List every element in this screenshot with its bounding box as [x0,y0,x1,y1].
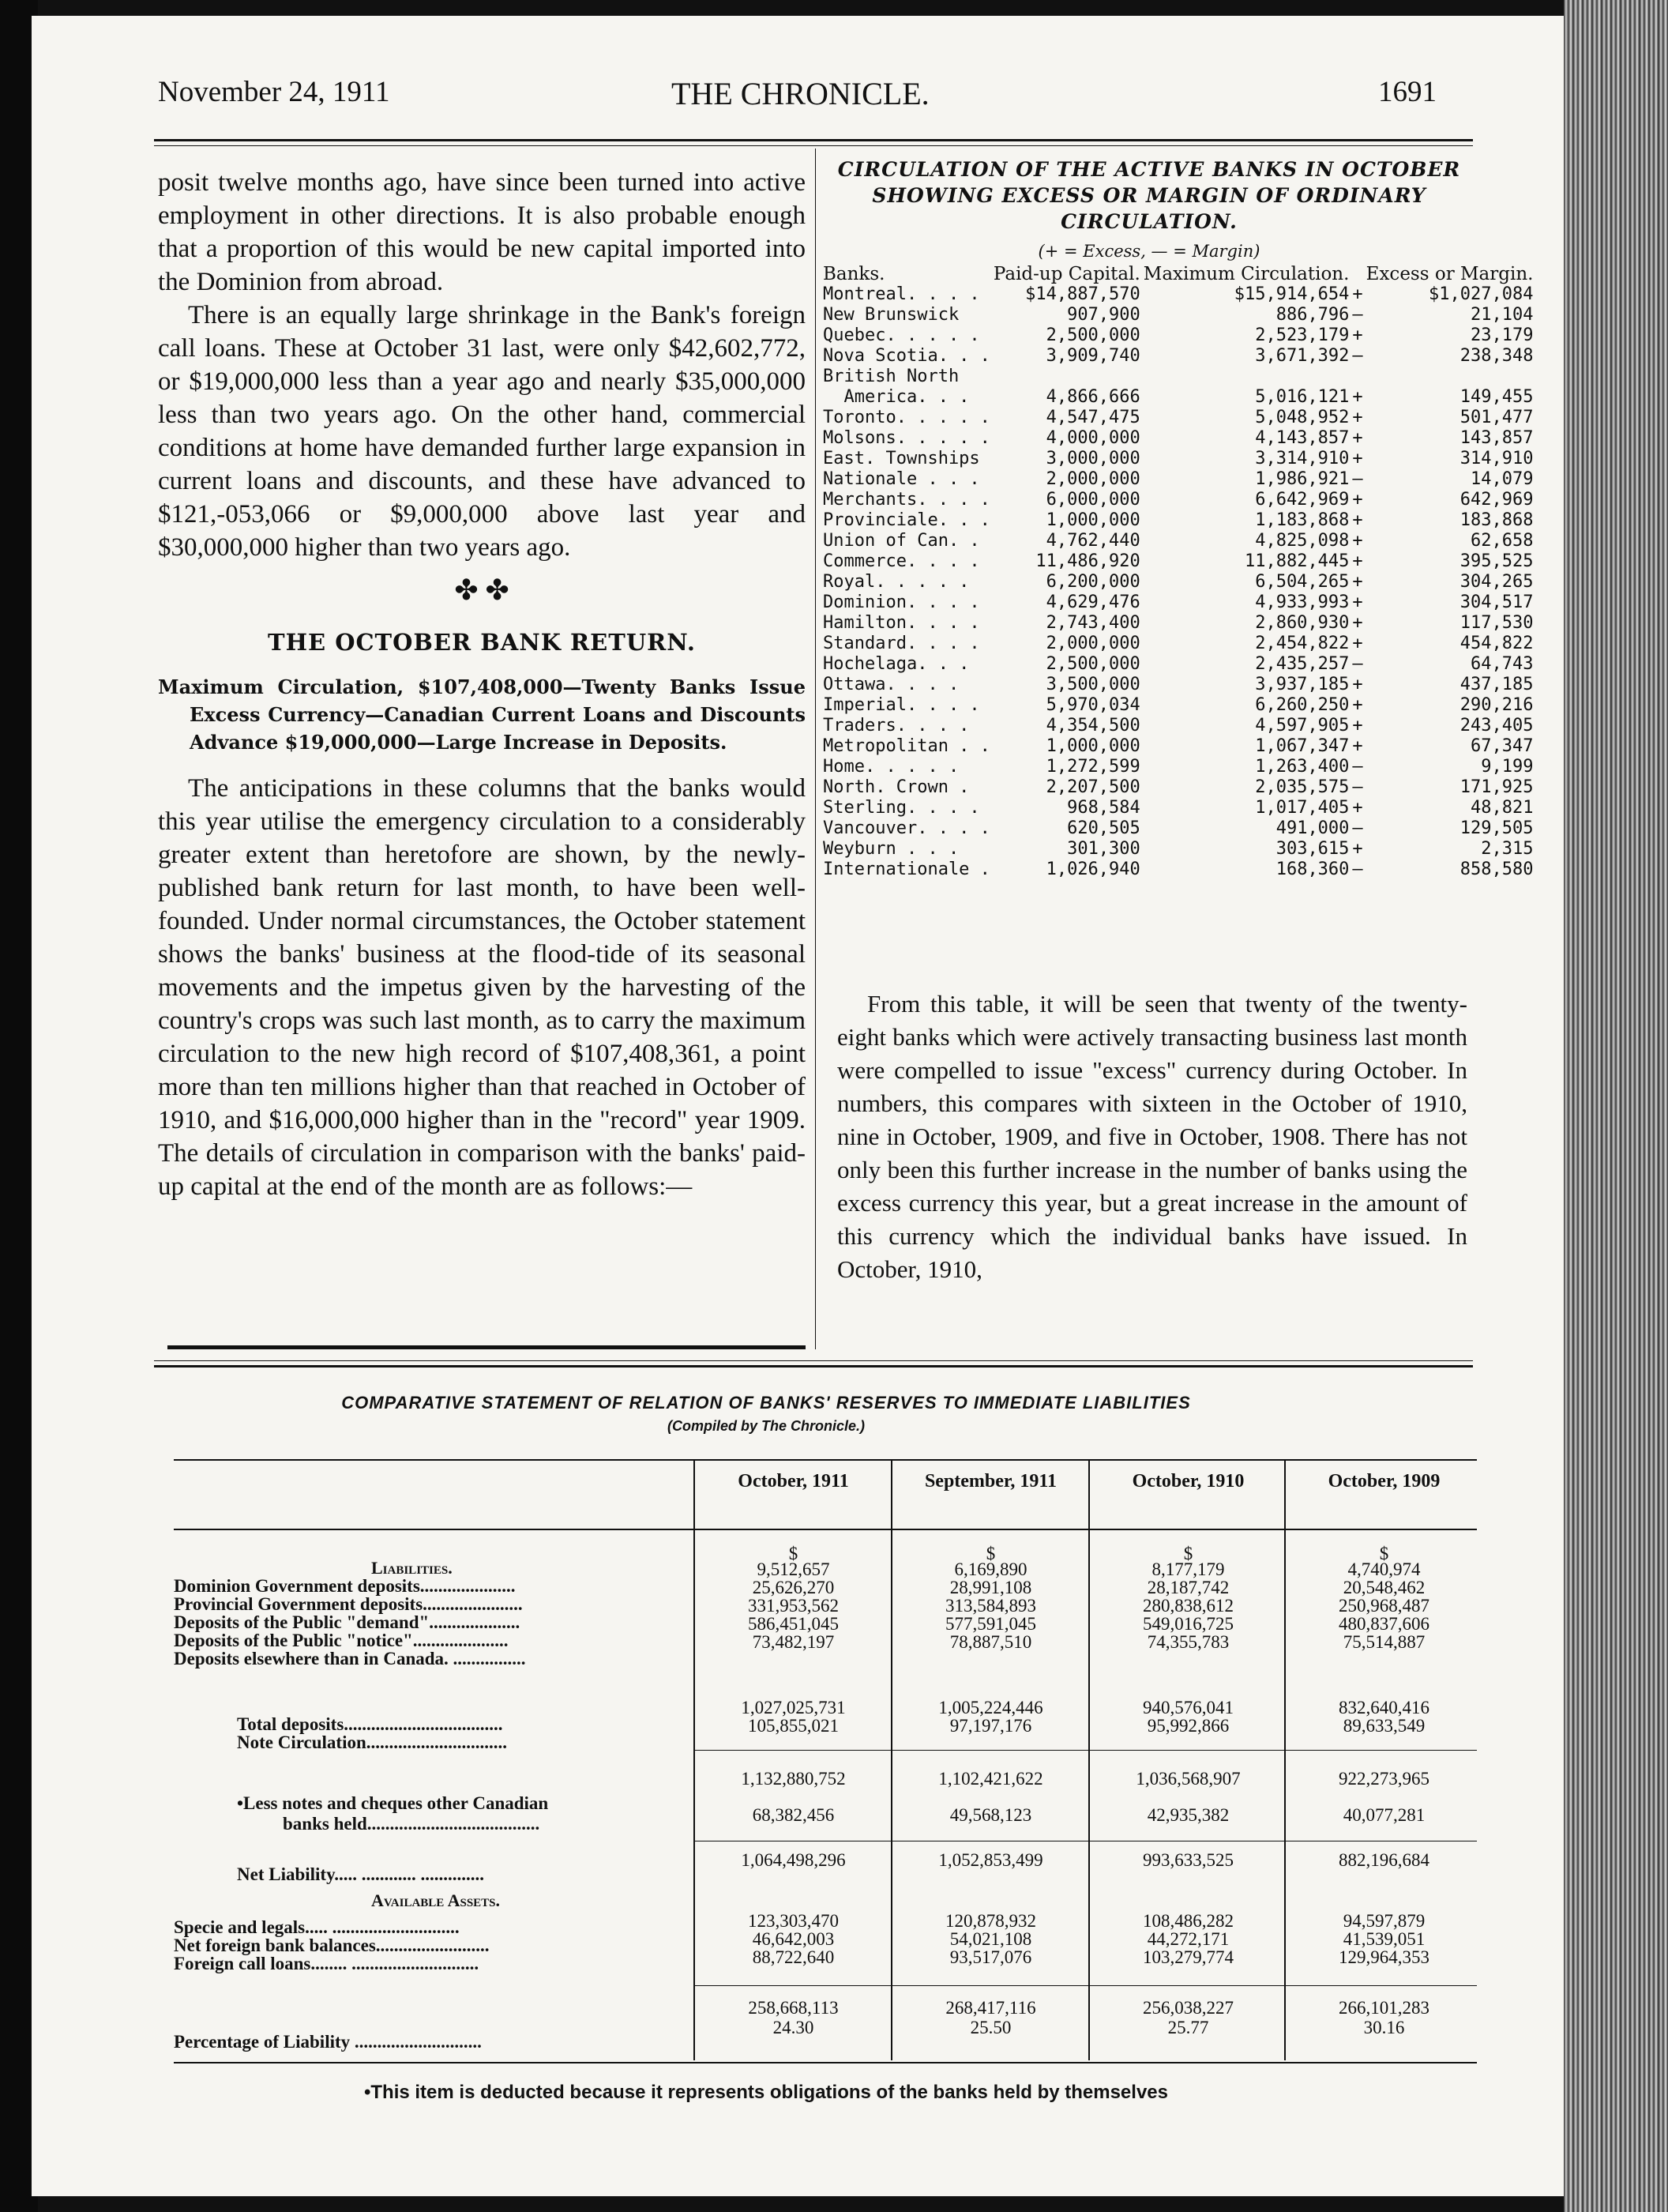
max-circulation: 303,615 [1275,839,1350,859]
paid-up-capital: 4,629,476 [1046,592,1140,612]
max-circulation: 11,882,445 [1244,551,1350,571]
excess-sign: + [1352,613,1363,633]
max-circulation: 4,143,857 [1255,428,1350,448]
max-circulation: 4,825,098 [1255,531,1350,551]
publication-title: THE CHRONICLE. [671,76,930,111]
excess-sign: + [1352,695,1363,715]
assets-heading: Available Assets. [371,1890,501,1910]
liability-value: 25,626,270 [752,1578,835,1597]
circulation-row [821,346,1535,367]
bank-name: Merchants. . . . [823,490,990,510]
circulation-table-title: CIRCULATION OF THE ACTIVE BANKS IN OCTOBER SHOWING EXCESS OR MARGIN OF ORDINARY CIRCULATION. [837,158,1461,233]
excess-or-margin: 14,079 [1470,469,1534,489]
liability-value: 78,887,510 [949,1632,1032,1652]
circulation-row [821,839,1535,860]
deposits-value: 1,027,025,731 [741,1698,846,1717]
bank-name: Montreal. . . . [823,284,980,304]
table-top-rule [174,1459,1477,1461]
col-head-capital: Paid-up Capital. [993,264,1140,284]
excess-sign: + [1352,531,1363,551]
excess-or-margin: 117,530 [1460,613,1534,633]
subtotal-value: 922,273,965 [1339,1769,1429,1789]
liabilities-heading: Liabilities. [371,1558,453,1578]
excess-sign: + [1352,449,1363,468]
excess-sign: + [1352,572,1363,592]
paid-up-capital: 2,000,000 [1046,469,1140,489]
table-bottom-rule [174,2062,1477,2063]
circulation-row [821,367,1535,387]
bank-name: East. Townships [823,449,980,468]
net-liability-value: 1,052,853,499 [938,1850,1043,1870]
asset-value: 41,539,051 [1343,1929,1426,1949]
paid-up-capital: 620,505 [1067,818,1140,838]
paid-up-capital: 1,272,599 [1046,757,1140,777]
circulation-row [821,387,1535,408]
bank-name: Standard. . . . [823,634,980,653]
asset-value: 103,279,774 [1143,1947,1234,1967]
circulation-legend: (+ = Excess, — = Margin) [1038,242,1260,261]
assets-total-value: 268,417,116 [945,1998,1036,2018]
liability-value: 480,837,606 [1339,1614,1429,1634]
circulation-row [821,428,1535,449]
bank-name: Imperial. . . . [823,695,980,715]
circulation-row [821,634,1535,654]
book-spine [1564,0,1668,2212]
less-value: 68,382,456 [752,1805,835,1825]
net-liability-value: 1,064,498,296 [741,1850,846,1870]
max-circulation: 6,504,265 [1255,572,1350,592]
circulation-row [821,675,1535,695]
bank-name: Quebec. . . . . [823,325,980,345]
circulation-row [821,284,1535,305]
excess-sign: — [1352,777,1363,797]
paid-up-capital: 6,000,000 [1046,490,1140,510]
excess-or-margin: 304,517 [1460,592,1534,612]
excess-sign: + [1352,736,1363,756]
excess-sign: + [1352,284,1363,304]
asset-value: 46,642,003 [752,1929,835,1949]
excess-or-margin: 501,477 [1460,408,1534,427]
bank-name: Home. . . . . [823,757,960,777]
liability-value: 28,187,742 [1147,1578,1230,1597]
liability-value: 6,169,890 [954,1559,1027,1579]
percentage-value: 25.50 [970,2018,1012,2037]
excess-sign: + [1352,510,1363,530]
paid-up-capital: 3,500,000 [1046,675,1140,694]
circulation-row [821,531,1535,551]
liability-value: 250,968,487 [1339,1596,1429,1616]
col-head-sign [1351,265,1364,284]
max-circulation: 3,671,392 [1255,346,1350,366]
dollar-sign: $ [1183,1544,1193,1563]
col-head-banks: Banks. [823,264,885,284]
excess-sign: + [1352,428,1363,448]
bank-name: Nationale . . . [823,469,980,489]
excess-or-margin: 149,455 [1460,387,1534,407]
excess-or-margin: 183,868 [1460,510,1534,530]
liability-label: Provincial Government deposits...................... [174,1594,523,1614]
paid-up-capital: 5,970,034 [1046,695,1140,715]
bank-name: Traders. . . . [823,716,970,735]
excess-or-margin: 9,199 [1481,757,1534,777]
paid-up-capital: 2,743,400 [1046,613,1140,633]
liability-value: 280,838,612 [1143,1596,1234,1616]
bank-name: North. Crown . [823,777,970,797]
max-circulation: 2,035,575 [1255,777,1350,797]
excess-sign: + [1352,839,1363,859]
paid-up-capital: 3,000,000 [1046,449,1140,468]
liability-value: 74,355,783 [1147,1632,1230,1652]
paid-up-capital: 4,000,000 [1046,428,1140,448]
asset-value: 129,964,353 [1339,1947,1429,1967]
excess-or-margin: 314,910 [1460,449,1534,468]
dollar-sign: $ [1379,1544,1389,1563]
liability-value: 586,451,045 [748,1614,839,1634]
max-circulation: 5,016,121 [1255,387,1350,407]
liability-label: Deposits of the Public "demand".................... [174,1612,520,1632]
bank-name: British North [823,367,960,386]
excess-sign: — [1352,469,1363,489]
max-circulation: 2,860,930 [1255,613,1350,633]
asset-value: 88,722,640 [752,1947,835,1967]
circulation-row [821,695,1535,716]
bank-name: Ottawa. . . . [823,675,960,694]
circulation-row [821,449,1535,469]
deposits-value: 1,005,224,446 [938,1698,1043,1717]
max-circulation: 4,597,905 [1255,716,1350,735]
issue-date: November 24, 1911 [158,76,390,108]
excess-or-margin: 129,505 [1460,818,1534,838]
max-circulation: 3,314,910 [1255,449,1350,468]
excess-or-margin: 171,925 [1460,777,1534,797]
bank-name: Sterling. . . . [823,798,980,818]
excess-sign: + [1352,675,1363,694]
bank-name: Toronto. . . . . [823,408,990,427]
percentage-value: 30.16 [1363,2018,1405,2037]
bank-name: Internationale . [823,860,990,879]
dollar-sign: $ [788,1544,798,1563]
excess-or-margin: 62,658 [1470,531,1534,551]
max-circulation: 2,523,179 [1255,325,1350,345]
paid-up-capital: 968,584 [1067,798,1140,818]
paid-up-capital: 2,500,000 [1046,654,1140,674]
liability-value: 4,740,974 [1347,1559,1421,1579]
excess-or-margin: 67,347 [1470,736,1534,756]
excess-or-margin: 23,179 [1470,325,1534,345]
max-circulation: 6,642,969 [1255,490,1350,510]
deposits-value: 940,576,041 [1143,1698,1234,1717]
column-separator [693,1460,695,2060]
paid-up-capital: 1,000,000 [1046,510,1140,530]
liability-label: Deposits of the Public "notice"..................... [174,1631,509,1650]
column-header-oct-1909: October, 1909 [1328,1471,1441,1492]
circulation-row [821,490,1535,510]
bank-name: Hochelaga. . . [823,654,970,674]
paid-up-capital: 6,200,000 [1046,572,1140,592]
asset-value: 94,597,879 [1343,1911,1426,1931]
section-rule [154,1360,1473,1361]
asset-label: Net foreign bank balances......................... [174,1936,490,1955]
excess-or-margin: 143,857 [1460,428,1534,448]
excess-sign: + [1352,408,1363,427]
excess-sign: + [1352,798,1363,818]
liability-value: 73,482,197 [752,1632,835,1652]
bank-name: Molsons. . . . . [823,428,990,448]
excess-sign: + [1352,490,1363,510]
paragraph: There is an equally large shrinkage in the Bank's foreign call loans. These at October 31 last, were only $42,602,772, or $19,000,000 less than a year ago and nearly $35,000,000 less than two years ago. On the other hand, commercial conditions at home have demanded further large expansion in current loans and discounts, and these have advanced to $121,-053,066 or $9,000,000 above last year and $30,000,000 higher than two years ago. [158,301,806,562]
percentage-value: 25.77 [1167,2018,1209,2037]
max-circulation: 6,260,250 [1255,695,1350,715]
excess-or-margin: 642,969 [1460,490,1534,510]
liability-label: Deposits elsewhere than in Canada. ................ [174,1649,526,1668]
deposits-value: 105,855,021 [748,1716,839,1736]
max-circulation: 5,048,952 [1255,408,1350,427]
liability-value: 549,016,725 [1143,1614,1234,1634]
column-header-oct-1911: October, 1911 [738,1471,849,1492]
max-circulation: 2,435,257 [1255,654,1350,674]
deposits-value: 95,992,866 [1147,1716,1230,1736]
bank-name: Provinciale. . . [823,510,990,530]
assets-rule [695,1985,1477,1986]
max-circulation: 886,796 [1275,305,1350,325]
excess-or-margin: $1,027,084 [1429,284,1534,304]
paid-up-capital: 907,900 [1067,305,1140,325]
circulation-row [821,654,1535,675]
excess-or-margin: 304,265 [1460,572,1534,592]
asset-label: Foreign call loans........ ............................ [174,1954,479,1973]
assets-total-value: 256,038,227 [1143,1998,1234,2018]
net-liability-label: Net Liability..... ............ .............. [237,1864,485,1884]
bank-name: Dominion. . . . [823,592,980,612]
assets-total-value: 258,668,113 [748,1998,839,2018]
liability-value: 331,953,562 [748,1596,839,1616]
circulation-row [821,716,1535,736]
circulation-row [821,736,1535,757]
excess-sign: — [1352,305,1363,325]
circulation-row [821,592,1535,613]
bank-name: Vancouver. . . . [823,818,990,838]
paid-up-capital: 4,762,440 [1046,531,1140,551]
excess-sign: — [1352,654,1363,674]
paid-up-capital: 2,000,000 [1046,634,1140,653]
page-number: 1691 [1378,76,1437,108]
paid-up-capital: 11,486,920 [1035,551,1140,571]
paid-up-capital: 2,500,000 [1046,325,1140,345]
circulation-table [821,265,1535,880]
bank-name: Hamilton. . . . [823,613,980,633]
liability-value: 28,991,108 [949,1578,1032,1597]
deposits-value: 97,197,176 [949,1716,1032,1736]
asset-value: 108,486,282 [1143,1911,1234,1931]
asset-label: Specie and legals..... ............................ [174,1917,460,1937]
circulation-row [821,798,1535,818]
less-label-2: banks held...................................... [283,1814,540,1834]
section-rule-thick [154,1365,1473,1367]
max-circulation: 1,183,868 [1255,510,1350,530]
bank-name: Royal. . . . . [823,572,970,592]
comparative-title: COMPARATIVE STATEMENT OF RELATION OF BANKS' RESERVES TO IMMEDIATE LIABILITIES [341,1393,1191,1413]
max-circulation: 3,937,185 [1255,675,1350,694]
subtotal-value: 1,036,568,907 [1136,1769,1241,1789]
max-circulation: 168,360 [1275,860,1350,879]
excess-or-margin: 437,185 [1460,675,1534,694]
circulation-row [821,469,1535,490]
bank-name: Commerce. . . . [823,551,980,571]
col-head-circulation: Maximum Circulation. [1143,264,1350,284]
col-head-excess: Excess or Margin. [1366,264,1534,284]
max-circulation: 2,454,822 [1255,634,1350,653]
excess-sign: — [1352,346,1363,366]
excess-sign: — [1352,860,1363,879]
circulation-row [821,757,1535,777]
right-column-text [837,988,1467,1286]
table-head-rule [174,1529,1477,1530]
subtotal-value: 1,132,880,752 [741,1769,846,1789]
liability-value: 20,548,462 [1343,1578,1426,1597]
excess-sign [1351,367,1364,387]
paid-up-capital: 1,026,940 [1046,860,1140,879]
paid-up-capital: 3,909,740 [1046,346,1140,366]
excess-or-margin: 2,315 [1481,839,1534,859]
deposits-label: Total deposits................................... [237,1714,503,1734]
paid-up-capital: 4,866,666 [1046,387,1140,407]
excess-sign: + [1352,387,1363,407]
max-circulation: 1,263,400 [1255,757,1350,777]
excess-or-margin: 454,822 [1460,634,1534,653]
column-header-oct-1910: October, 1910 [1132,1471,1245,1492]
max-circulation: 491,000 [1275,818,1350,838]
less-value: 49,568,123 [949,1805,1032,1825]
circulation-row [821,777,1535,798]
paid-up-capital: 2,207,500 [1046,777,1140,797]
less-value: 40,077,281 [1343,1805,1426,1825]
bank-name: Union of Can. . [823,531,980,551]
deposits-value: 832,640,416 [1339,1698,1429,1717]
asset-value: 123,303,470 [748,1911,839,1931]
paid-up-capital: 4,354,500 [1046,716,1140,735]
circulation-rows [821,284,1535,880]
excess-or-margin: 290,216 [1460,695,1534,715]
column-separator [1088,1460,1090,2060]
circulation-row [821,818,1535,839]
excess-sign: + [1352,551,1363,571]
paid-up-capital: 1,000,000 [1046,736,1140,756]
bank-name: New Brunswick [823,305,960,325]
liability-label: Dominion Government deposits..................... [174,1576,516,1596]
excess-or-margin: 858,580 [1460,860,1534,879]
circulation-row [821,860,1535,880]
article-subhead: Maximum Circulation, $107,408,000—Twenty Banks Issue Excess Currency—Canadian Current Loans and Discounts Advance $19,000,000—Large Increase in Deposits. [158,675,806,754]
bank-name: America. . . [823,387,970,407]
excess-or-margin: 48,821 [1470,798,1534,818]
asset-value: 54,021,108 [949,1929,1032,1949]
net-liability-value: 882,196,684 [1339,1850,1429,1870]
paid-up-capital: 4,547,475 [1046,408,1140,427]
header-rule-thin [154,145,1473,146]
excess-or-margin: 64,743 [1470,654,1534,674]
paragraph: posit twelve months ago, have since been turned into active employment in other directions. It is also probable enough that a proportion of this would be new capital imported into the Dominion from abroad. [158,168,806,296]
circulation-row [821,305,1535,325]
excess-or-margin: 395,525 [1460,551,1534,571]
percentage-label: Percentage of Liability ............................ [174,2032,482,2052]
circulation-row [821,408,1535,428]
excess-sign: — [1352,757,1363,777]
excess-sign: + [1352,716,1363,735]
deposits-label: Note Circulation............................... [237,1732,508,1752]
excess-sign: — [1352,818,1363,838]
paid-up-capital: 301,300 [1067,839,1140,859]
less-value: 42,935,382 [1147,1805,1230,1825]
asset-value: 93,517,076 [949,1947,1032,1967]
dollar-sign: $ [986,1544,996,1563]
max-circulation [1142,367,1351,387]
net-liability-value: 993,633,525 [1143,1850,1234,1870]
column-divider [815,149,816,1349]
left-column [158,166,806,1203]
article-title: THE OCTOBER BANK RETURN. [268,629,696,656]
paid-up-capital [992,367,1142,387]
excess-sign: + [1352,592,1363,612]
liability-value: 8,177,179 [1151,1559,1225,1579]
circulation-row [821,325,1535,346]
comparative-subtitle: (Compiled by The Chronicle.) [667,1418,865,1434]
bank-name: Nova Scotia. . . [823,346,990,366]
subtotal-value: 1,102,421,622 [938,1769,1043,1789]
section-ornament: ✤ ✤ [454,574,509,606]
article-body: The anticipations in these columns that the banks would this year utilise the emergency circulation to a considerably greater extent than heretofore are shown, by the newly-published bank return for last month, to have been well-founded. Under normal circumstances, the October statement shows the banks' business at the flood-tide of its seasonal movements and the impetus given by the harvesting of the country's crops was such last month, as to carry the maximum circulation to the new high record of $107,408,361, a point more than ten millions higher than that reached in October of 1910, and $16,000,000 higher than in the "record" year 1909. The details of circulation in comparison with the banks' paid-up capital at the end of the month are as follows:— [158,774,806,1201]
liability-value: 577,591,045 [945,1614,1036,1634]
subtotal-rule [695,1750,1477,1751]
assets-total-value: 266,101,283 [1339,1998,1429,2018]
excess-or-margin: 238,348 [1460,346,1534,366]
max-circulation: 1,017,405 [1255,798,1350,818]
header-rule [154,139,1473,141]
liability-value: 9,512,657 [757,1559,830,1579]
excess-sign: + [1352,325,1363,345]
paid-up-capital: $14,887,570 [1025,284,1140,304]
column-separator [891,1460,892,2060]
column-header-sep-1911: September, 1911 [924,1471,1058,1492]
less-label: •Less notes and cheques other Canadian [237,1793,549,1813]
asset-value: 120,878,932 [945,1911,1036,1931]
circulation-row [821,572,1535,592]
liability-value: 313,584,893 [945,1596,1036,1616]
max-circulation: 4,933,993 [1255,592,1350,612]
percentage-value: 24.30 [772,2018,814,2037]
circulation-row [821,551,1535,572]
deposits-value: 89,633,549 [1343,1716,1426,1736]
excess-or-margin [1365,367,1535,387]
paragraph: From this table, it will be seen that twenty of the twenty-eight banks which were actively transacting business last month were compelled to issue "excess" currency during October. In numbers, this compares with sixteen in the October of 1910, nine in October, 1909, and five in October, 1908. There has not only been this further increase in the number of banks using the excess currency this year, but a great increase in the amount of this currency which the individual banks have issued. In October, 1910, [837,990,1467,1283]
max-circulation: 1,986,921 [1255,469,1350,489]
footnote: •This item is deducted because it represents obligations of the banks held by themselves [363,2082,1168,2103]
asset-value: 44,272,171 [1147,1929,1230,1949]
excess-or-margin: 243,405 [1460,716,1534,735]
column-end-rule [167,1345,806,1349]
max-circulation: 1,067,347 [1255,736,1350,756]
excess-sign: + [1352,634,1363,653]
max-circulation: $15,914,654 [1234,284,1350,304]
liability-value: 75,514,887 [1343,1632,1426,1652]
circulation-row [821,510,1535,531]
circulation-row [821,613,1535,634]
excess-or-margin: 21,104 [1470,305,1534,325]
bank-name: Weyburn . . . [823,839,960,859]
bank-name: Metropolitan . . [823,736,990,756]
